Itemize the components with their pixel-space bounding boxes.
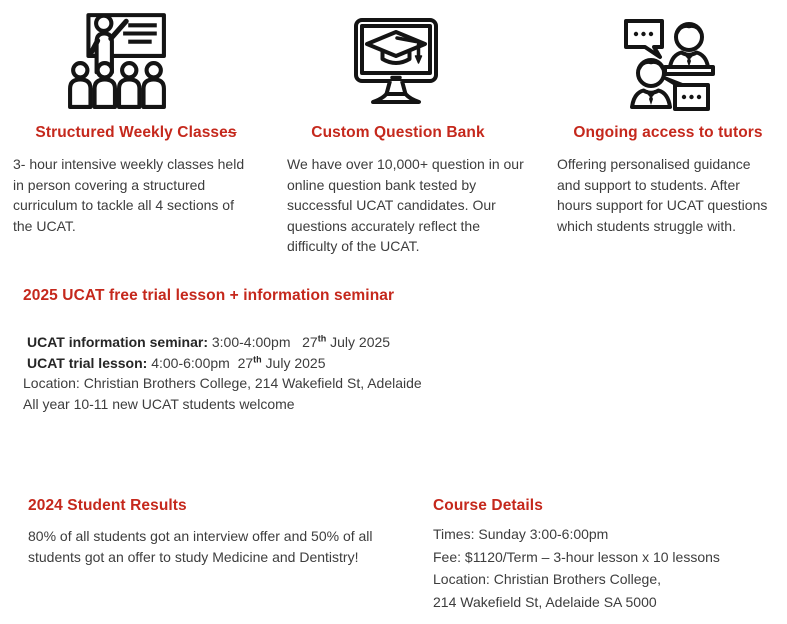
feature-text-ongoing-access-to-tutors: Offering personalised guidance and support to students. After hours support for UCAT questions which students struggle with. [557,156,768,234]
course-heading: Course Details [433,497,543,514]
ordinal-suffix: th [253,353,262,364]
course-line-times: Times: Sunday 3:00-6:00pm [433,526,609,542]
teacher-presentation-icon [66,8,168,110]
course-line-address: 214 Wakefield St, Adelaide SA 5000 [433,593,657,610]
course-line-fee: Fee: $1120/Term – 3-hour lesson x 10 lessons [433,548,720,565]
results-heading: 2024 Student Results [28,497,187,514]
seminar-label: UCAT information seminar: [27,334,208,350]
seminar-details [23,332,493,414]
feature-title-text: Ongoing access to tutors [573,124,763,141]
feature-title-text: Structured Weekly Classe [35,124,228,141]
seminar-time: 4:00-6:00pm 27 [147,354,254,371]
feature-title-text: Custom Question Bank [311,124,485,141]
course-line-location: Location: Christian Brothers College, [433,571,662,587]
feature-title-custom-question-bank [267,124,529,142]
seminar-time: 3:00-4:00pm 27 [207,334,318,350]
seminar-date: July 2025 [326,334,391,350]
seminar-location: Location: Christian Brothers College, 214 Wakefield St, Adelaide [23,375,422,391]
seminar-line-information-seminar [23,332,493,353]
feature-title-structured-weekly-classes [5,124,267,142]
seminar-label: UCAT trial lesson: [27,354,148,371]
tutors-chat-icon [618,11,718,111]
seminar-date: July 2025 [261,354,326,371]
feature-title-ongoing-access-to-tutors [537,124,787,142]
feature-text-custom-question-bank: We have over 10,000+ question in our online question bank tested by successful UCAT candidates. Our questions accurately reflect the difficulty of the UCAT. [287,156,524,254]
seminar-heading: 2025 UCAT free trial lesson + information seminar [23,287,395,304]
monitor-graduation-cap-icon [346,11,446,111]
feature-title-struck-letter: s [227,124,237,141]
ordinal-suffix: th [317,333,327,344]
seminar-line-trial-lesson [23,353,493,374]
feature-text-structured-weekly-classes: 3- hour intensive weekly classes held in person covering a structured curriculum to tackle all 4 sections of the UCAT. [13,156,245,234]
course-details [433,527,763,617]
seminar-welcome: All year 10-11 new UCAT students welcome [23,395,295,412]
results-text: 80% of all students got an interview offer and 50% of all students got an offer to study Medicine and Dentistry! [28,528,373,565]
